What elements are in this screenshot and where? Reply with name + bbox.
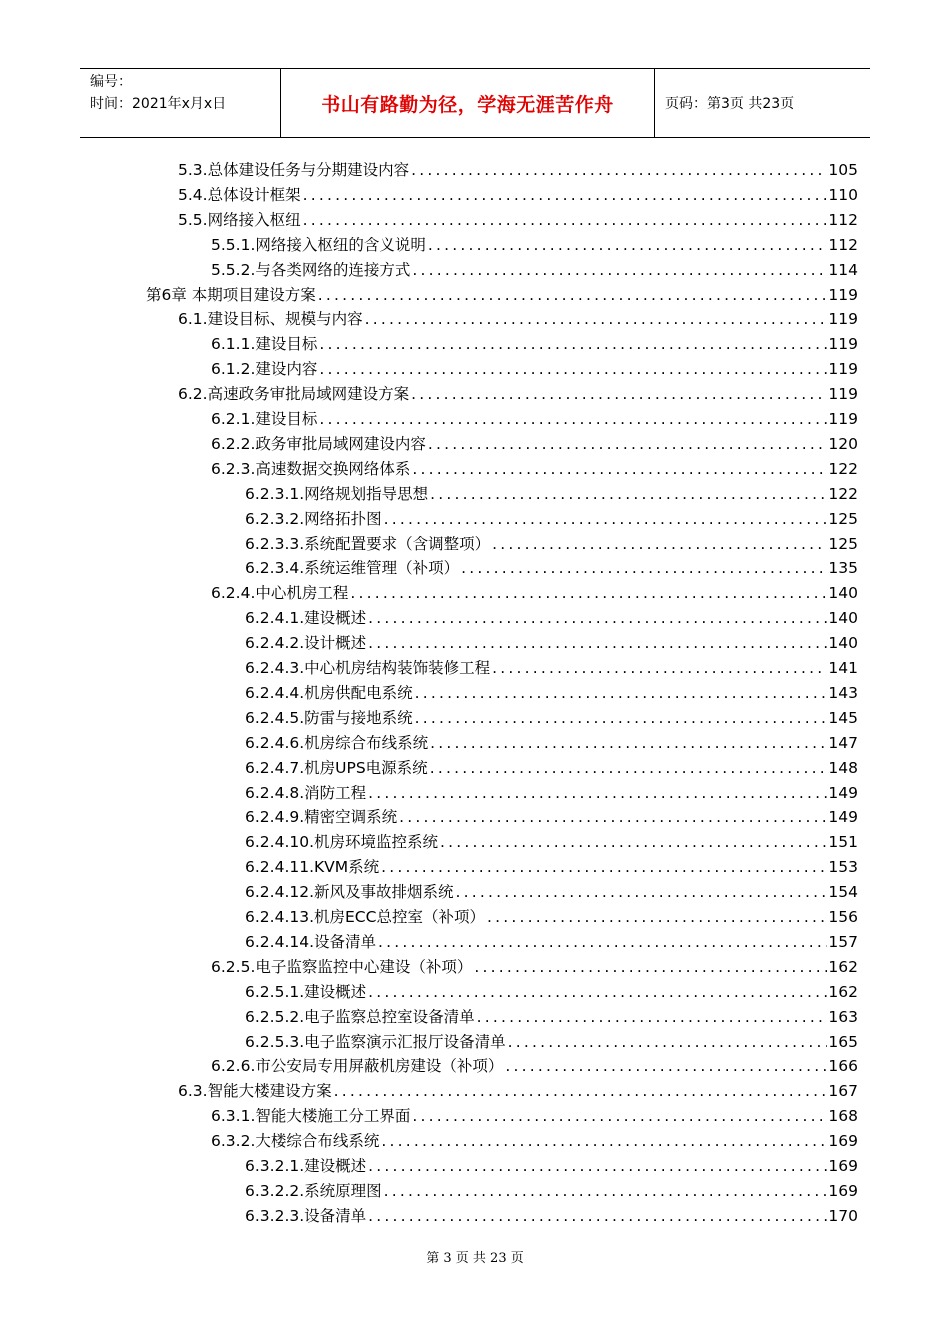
toc-dot-leader (397, 805, 827, 830)
toc-dot-leader (438, 830, 827, 855)
toc-dot-leader (413, 706, 828, 731)
toc-dot-leader (301, 183, 828, 208)
toc-entry-page: 110 (828, 185, 858, 204)
header-motto: 书山有路勤为径，学海无涯苦作舟 (321, 93, 614, 116)
toc-entry-title: 6.2.5.2.电子监察总控室设备清单 (245, 1007, 475, 1026)
toc-entry-title: 5.4.总体设计框架 (178, 185, 301, 204)
toc-entry[interactable] (0, 830, 950, 855)
doc-date-label: 时间：2021年x月x日 (90, 96, 227, 112)
toc-entry-title: 6.2.4.1.建设概述 (245, 609, 367, 628)
toc-entry-page: 156 (828, 908, 858, 926)
toc-entry-page: 105 (828, 161, 858, 179)
toc-entry-page: 166 (828, 1057, 858, 1076)
toc-dot-leader (376, 930, 827, 955)
toc-entry-page: 170 (828, 1206, 858, 1225)
toc-entry[interactable] (0, 382, 950, 407)
toc-dot-leader (410, 1104, 827, 1129)
toc-entry[interactable] (0, 258, 950, 283)
toc-entry[interactable] (0, 656, 950, 681)
toc-dot-leader (301, 208, 828, 233)
toc-entry[interactable] (0, 805, 950, 830)
toc-entry[interactable] (0, 880, 950, 905)
toc-entry-page: 168 (828, 1107, 858, 1126)
toc-entry-title: 6.2.4.3.中心机房结构装饰装修工程 (245, 659, 491, 677)
toc-entry-page: 114 (828, 260, 858, 279)
toc-dot-leader (409, 382, 827, 407)
toc-entry-title: 6.2.5.3.电子监察演示汇报厅设备清单 (245, 1032, 506, 1051)
header-page-info-cell (655, 69, 870, 137)
toc-entry[interactable] (0, 183, 950, 208)
toc-entry[interactable] (0, 283, 950, 308)
toc-entry-title: 6.2.5.电子监察监控中心建设（补项） (211, 957, 473, 976)
toc-entry-title: 6.2.3.3.系统配置要求（含调整项） (245, 534, 491, 553)
toc-entry-title: 6.2.3.1.网络规划指导思想 (245, 484, 429, 503)
toc-entry[interactable] (0, 980, 950, 1005)
toc-entry-title: 6.2.4.7.机房UPS电源系统 (245, 758, 428, 777)
toc-entry[interactable] (0, 606, 950, 631)
toc-entry-page: 149 (828, 783, 858, 802)
toc-entry-title: 6.2.4.10.机房环境监控系统 (245, 833, 439, 852)
toc-entry-page: 140 (828, 609, 858, 628)
toc-dot-leader (454, 880, 828, 905)
toc-entry-page: 148 (828, 758, 858, 777)
toc-entry[interactable] (0, 1079, 950, 1104)
toc-entry-page: 143 (828, 683, 858, 702)
toc-entry-page: 145 (828, 708, 858, 727)
toc-entry[interactable] (0, 407, 950, 432)
toc-dot-leader (363, 307, 828, 332)
toc-entry-title: 6.2.4.6.机房综合布线系统 (245, 733, 429, 752)
toc-entry-title: 6.2.4.11.KVM系统 (245, 858, 380, 877)
toc-dot-leader (413, 681, 828, 706)
toc-entry-title: 6.3.2.1.建设概述 (245, 1157, 367, 1175)
toc-entry-title: 5.5.1.网络接入枢纽的含义说明 (211, 235, 426, 254)
toc-entry-page: 119 (828, 335, 858, 354)
toc-entry[interactable] (0, 756, 950, 781)
toc-entry-title: 6.3.1.智能大楼施工分工界面 (211, 1107, 411, 1126)
toc-entry[interactable] (0, 556, 950, 581)
toc-entry-title: 6.1.建设目标、规模与内容 (178, 310, 363, 329)
toc-entry-page: 169 (828, 1157, 858, 1175)
toc-entry-title: 6.2.3.2.网络拓扑图 (245, 509, 382, 528)
toc-entry-page: 140 (828, 584, 858, 603)
toc-dot-leader (485, 905, 827, 930)
toc-dot-leader (366, 980, 827, 1005)
toc-entry-title: 5.5.网络接入枢纽 (178, 210, 301, 229)
toc-entry-title: 6.1.1.建设目标 (211, 335, 318, 354)
toc-entry-title: 6.2.4.4.机房供配电系统 (245, 683, 413, 702)
toc-dot-leader (409, 158, 827, 183)
toc-entry-title: 6.2.2.政务审批局域网建设内容 (211, 434, 426, 453)
toc-entry-title: 6.2.4.9.精密空调系统 (245, 808, 398, 827)
toc-entry-page: 162 (828, 982, 858, 1001)
toc-dot-leader (366, 1204, 827, 1229)
toc-entry-page: 122 (828, 459, 858, 478)
toc-entry-title: 6.2.4.13.机房ECC总控室（补项） (245, 908, 485, 926)
toc-entry-title: 6.2.4.8.消防工程 (245, 783, 367, 802)
toc-entry[interactable] (0, 357, 950, 382)
toc-dot-leader (503, 1054, 827, 1079)
toc-entry-title: 6.3.智能大楼建设方案 (178, 1082, 332, 1101)
toc-entry-page: 125 (828, 509, 858, 528)
toc-entry-page: 119 (828, 410, 858, 428)
toc-entry[interactable] (0, 681, 950, 706)
toc-entry[interactable] (0, 158, 950, 183)
toc-dot-leader (426, 233, 828, 258)
toc-entry[interactable] (0, 532, 950, 557)
toc-entry-page: 119 (828, 360, 858, 379)
toc-entry-page: 112 (828, 235, 858, 254)
toc-entry-title: 6.2.5.1.建设概述 (245, 982, 367, 1001)
toc-entry[interactable] (0, 1129, 950, 1154)
toc-dot-leader (426, 432, 828, 457)
toc-entry[interactable] (0, 507, 950, 532)
toc-entry[interactable] (0, 930, 950, 955)
toc-entry-title: 6.3.2.2.系统原理图 (245, 1181, 382, 1200)
toc-dot-leader (317, 357, 827, 382)
toc-dot-leader (472, 955, 827, 980)
toc-entry-title: 5.5.2.与各类网络的连接方式 (211, 260, 411, 279)
toc-entry-page: 141 (828, 659, 858, 677)
toc-entry[interactable] (0, 581, 950, 606)
toc-dot-leader (490, 656, 827, 681)
toc-entry-page: 154 (828, 883, 858, 902)
toc-entry[interactable] (0, 706, 950, 731)
toc-entry[interactable] (0, 482, 950, 507)
toc-entry-page: 165 (828, 1032, 858, 1051)
toc-dot-leader (490, 532, 827, 557)
toc-entry-page: 140 (828, 634, 858, 653)
toc-dot-leader (379, 1129, 827, 1154)
toc-entry-page: 162 (828, 957, 858, 976)
toc-entry-title: 6.2.4.5.防雷与接地系统 (245, 708, 413, 727)
toc-entry-page: 135 (828, 559, 858, 578)
header-motto-cell (281, 69, 655, 137)
toc-entry-page: 125 (828, 534, 858, 553)
toc-entry[interactable] (0, 1179, 950, 1204)
toc-entry[interactable] (0, 855, 950, 880)
toc-dot-leader (428, 731, 827, 756)
toc-dot-leader (366, 1154, 827, 1179)
toc-dot-leader (382, 1179, 828, 1204)
toc-entry-title: 6.2.1.建设目标 (211, 410, 318, 428)
toc-entry-page: 169 (828, 1181, 858, 1200)
toc-entry[interactable] (0, 1154, 950, 1179)
toc-entry-page: 169 (828, 1132, 858, 1151)
toc-entry-page: 157 (828, 932, 858, 951)
toc-entry-title: 6.2.高速政务审批局域网建设方案 (178, 385, 410, 404)
toc-dot-leader (382, 507, 828, 532)
toc-entry-title: 6.1.2.建设内容 (211, 360, 318, 379)
toc-entry[interactable] (0, 731, 950, 756)
toc-dot-leader (348, 581, 827, 606)
toc-entry[interactable] (0, 905, 950, 930)
doc-number-label: 编号： (90, 74, 132, 90)
toc-entry-page: 112 (828, 210, 858, 229)
toc-entry[interactable] (0, 332, 950, 357)
toc-entry-page: 167 (828, 1082, 858, 1101)
toc-entry-title: 6.3.2.大楼综合布线系统 (211, 1132, 380, 1151)
toc-entry[interactable] (0, 1204, 950, 1229)
toc-entry-title: 6.2.3.高速数据交换网络体系 (211, 459, 411, 478)
toc-entry-title: 6.2.4.2.设计概述 (245, 634, 367, 653)
toc-dot-leader (475, 1005, 828, 1030)
toc-entry-title: 6.3.2.3.设备清单 (245, 1206, 367, 1225)
toc-entry[interactable] (0, 307, 950, 332)
toc-entry[interactable] (0, 457, 950, 482)
toc-entry[interactable] (0, 1030, 950, 1055)
toc-entry-title: 6.2.4.14.设备清单 (245, 932, 377, 951)
toc-dot-leader (317, 332, 827, 357)
toc-entry[interactable] (0, 233, 950, 258)
toc-dot-leader (459, 556, 827, 581)
toc-entry[interactable] (0, 631, 950, 656)
toc-dot-leader (366, 606, 827, 631)
toc-dot-leader (366, 781, 827, 806)
toc-entry[interactable] (0, 1104, 950, 1129)
toc-entry-title: 第6章 本期项目建设方案 (146, 285, 316, 304)
toc-dot-leader (317, 407, 827, 432)
toc-entry-page: 119 (828, 310, 858, 329)
toc-entry[interactable] (0, 1054, 950, 1079)
toc-entry[interactable] (0, 1005, 950, 1030)
toc-entry-page: 153 (828, 858, 858, 877)
toc-entry-title: 6.2.6.市公安局专用屏蔽机房建设（补项） (211, 1057, 504, 1076)
toc-entry[interactable] (0, 432, 950, 457)
toc-entry-page: 149 (828, 808, 858, 827)
toc-entry-title: 6.2.4.中心机房工程 (211, 584, 349, 603)
toc-entry-page: 147 (828, 733, 858, 752)
toc-entry[interactable] (0, 955, 950, 980)
toc-dot-leader (428, 482, 827, 507)
header-page-info: 页码：第3页 共23页 (665, 96, 795, 112)
toc-dot-leader (428, 756, 828, 781)
toc-dot-leader (410, 258, 827, 283)
toc-dot-leader (316, 283, 828, 308)
toc-entry-page: 163 (828, 1007, 858, 1026)
toc-entry-title: 5.3.总体建设任务与分期建设内容 (178, 161, 410, 179)
page-footer: 第 3 页 共 23 页 (426, 1251, 524, 1266)
toc-entry-page: 122 (828, 484, 858, 503)
toc-entry-page: 120 (828, 434, 858, 453)
page-header (80, 68, 870, 138)
toc-dot-leader (410, 457, 827, 482)
toc-entry-page: 151 (828, 833, 858, 852)
toc-entry-page: 119 (828, 285, 858, 304)
toc-entry[interactable] (0, 208, 950, 233)
toc-entry[interactable] (0, 781, 950, 806)
toc-entry-title: 6.2.4.12.新风及事故排烟系统 (245, 883, 454, 902)
header-meta (80, 69, 281, 137)
toc-entry-title: 6.2.3.4.系统运维管理（补项） (245, 559, 460, 578)
toc-dot-leader (379, 855, 827, 880)
toc-dot-leader (332, 1079, 828, 1104)
toc-entry-page: 119 (828, 385, 858, 404)
toc-dot-leader (506, 1030, 828, 1055)
toc-dot-leader (366, 631, 827, 656)
